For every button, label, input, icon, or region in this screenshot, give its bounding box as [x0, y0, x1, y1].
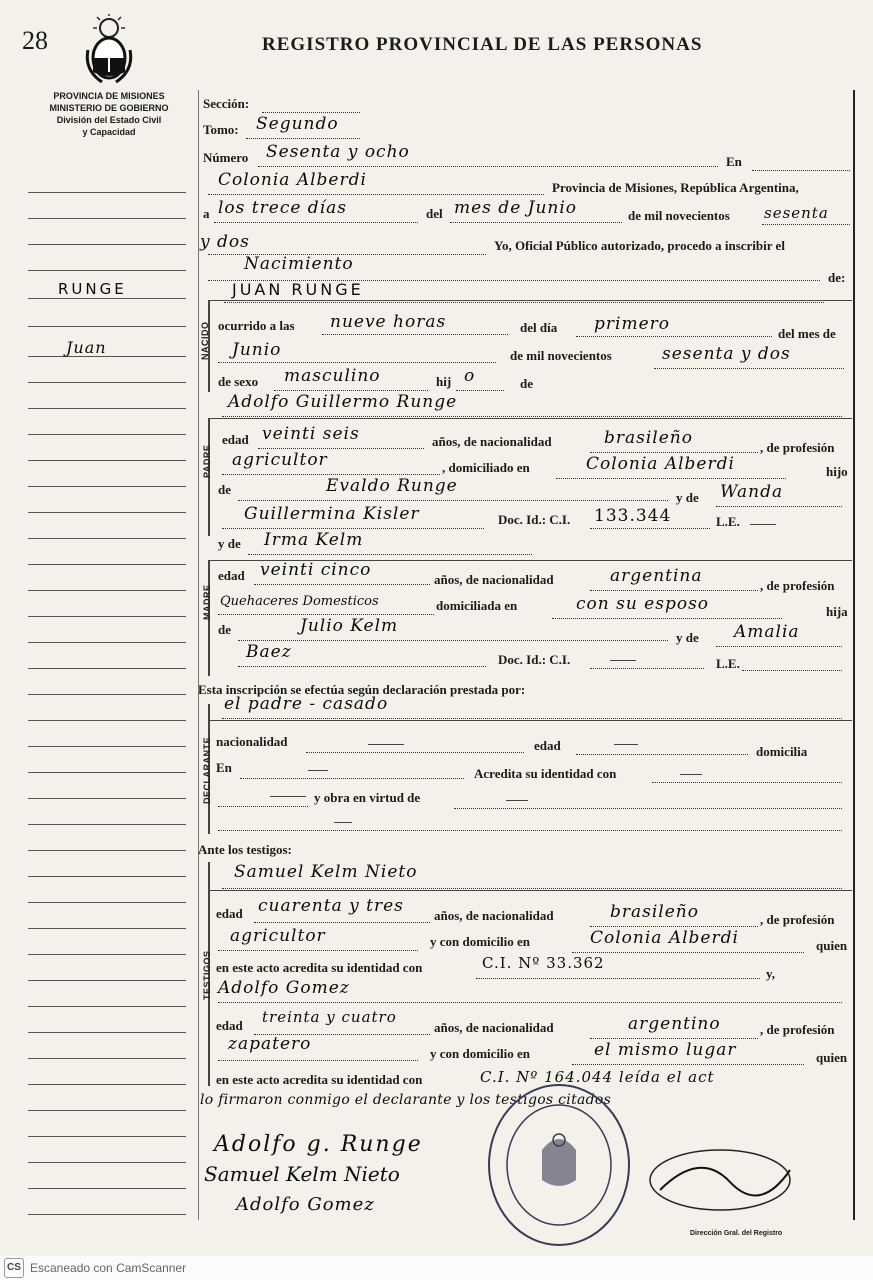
label-seccion: Sección:	[203, 96, 250, 111]
issuer-line3: División del Estado Civil	[56, 115, 162, 125]
label-inscripcion: Esta inscripción se efectúa según declaración prestada por:	[198, 682, 526, 697]
label-anos-padre: años, de nacionalidad	[432, 434, 552, 449]
value-acto: Nacimiento	[244, 254, 354, 274]
label-tomo: Tomo:	[203, 122, 239, 137]
value-cierre: lo firmaron conmigo el declarante y los testigos citados	[200, 1092, 612, 1108]
tab-padre: PADRE	[202, 444, 212, 478]
camscanner-logo-icon: CS	[4, 1258, 24, 1278]
value-abuelo: Evaldo Runge	[326, 476, 458, 496]
label-del: del	[426, 206, 443, 221]
label-edad-madre: edad	[218, 568, 245, 583]
page-number: 28	[22, 26, 48, 55]
value-madre-nac: argentina	[610, 566, 703, 586]
label-de-madre: de	[218, 622, 231, 637]
value-t2-ci: C.I. Nº 164.044 leída el act	[480, 1068, 715, 1086]
value-t1-dom: Colonia Alberdi	[590, 928, 739, 948]
value-hijo-suffix: o	[464, 366, 476, 386]
official-seal-icon	[484, 1080, 634, 1250]
value-abuela-m2: Baez	[246, 642, 292, 662]
value-abuela-m1: Amalia	[734, 622, 800, 642]
label-yo-oficial: Yo, Oficial Público autorizado, procedo a inscribir el	[494, 238, 785, 253]
label-edad-padre: edad	[222, 432, 249, 447]
label-ante-testigos: Ante los testigos:	[198, 842, 292, 857]
label-de-mil-2: de mil novecientos	[510, 348, 612, 363]
label-doc-madre: Doc. Id.: C.I.	[498, 652, 571, 667]
label-ocurrido: ocurrido a las	[218, 318, 295, 333]
label-hij: hij	[436, 374, 452, 389]
label-acto-t2: en este acto acredita su identidad con	[216, 1072, 423, 1087]
issuer-line1: PROVINCIA DE MISIONES	[53, 91, 165, 101]
value-padre-dom: Colonia Alberdi	[586, 454, 735, 474]
label-de-mil: de mil novecientos	[628, 208, 730, 223]
value-t1-nac: brasileño	[610, 902, 699, 922]
label-y-de-m: y de	[676, 630, 699, 645]
label-a: a	[203, 206, 210, 221]
value-anio2: y dos	[200, 232, 250, 252]
label-le-madre: L.E.	[716, 656, 740, 671]
value-mes-nac: Junio	[232, 340, 282, 360]
label-en: En	[726, 154, 742, 169]
tab-nacido: NACIDO	[200, 321, 210, 360]
value-madre-nombre: Irma Kelm	[264, 530, 364, 550]
label-prof-t2: , de profesión	[760, 1022, 835, 1037]
value-nombre: JUAN RUNGE	[232, 280, 364, 299]
value-declarante: el padre - casado	[224, 694, 389, 714]
label-dom-madre: domiciliada en	[436, 598, 518, 613]
issuer-block	[30, 90, 188, 138]
scanner-text: Escaneado con CamScanner	[30, 1261, 187, 1275]
value-padre-prof: agricultor	[232, 450, 328, 470]
value-numero: Sesenta y ocho	[266, 142, 410, 162]
signature-testigo2: Adolfo Gomez	[236, 1194, 375, 1215]
label-en-decl: En	[216, 760, 232, 775]
label-sexo: de sexo	[218, 374, 259, 389]
label-dom-t1: y con domicilio en	[430, 934, 531, 949]
label-del-mes: del mes de	[778, 326, 836, 341]
label-provincia: Provincia de Misiones, República Argentina,	[552, 180, 799, 195]
scanner-watermark	[0, 1256, 873, 1280]
label-de-colon: de:	[828, 270, 846, 285]
value-abuela-1: Wanda	[720, 482, 784, 502]
issuer-line4: y Capacidad	[82, 127, 136, 137]
coat-of-arms-icon	[82, 14, 136, 86]
right-border	[853, 90, 855, 1220]
value-t2-dom: el mismo lugar	[594, 1040, 737, 1060]
label-y-de: y de	[676, 490, 699, 505]
label-edad-t1: edad	[216, 906, 243, 921]
label-dom-padre: , domiciliado en	[442, 460, 530, 475]
value-anio1: sesenta	[764, 204, 829, 222]
value-t1-prof: agricultor	[230, 926, 326, 946]
value-tomo: Segundo	[256, 114, 339, 134]
value-lugar: Colonia Alberdi	[218, 170, 367, 190]
value-t1-ci: C.I. Nº 33.362	[482, 954, 605, 972]
label-y-comma: y,	[766, 966, 776, 981]
value-t2-nac: argentino	[628, 1014, 721, 1034]
label-obra-virtud: y obra en virtud de	[314, 790, 421, 805]
label-hijo: hijo	[826, 464, 848, 479]
tab-declarante: DECLARANTE	[202, 737, 212, 804]
label-acto-t1: en este acto acredita su identidad con	[216, 960, 423, 975]
signature-padre: Adolfo g. Runge	[214, 1132, 423, 1157]
footer-stamp: Dirección Gral. del Registro	[690, 1230, 783, 1237]
label-doc-padre: Doc. Id.: C.I.	[498, 512, 571, 527]
label-prof-madre: , de profesión	[760, 578, 835, 593]
official-signature-icon	[640, 1140, 800, 1220]
tab-madre: MADRE	[202, 584, 212, 620]
label-edad-t2: edad	[216, 1018, 243, 1033]
label-prof-t1: , de profesión	[760, 912, 835, 927]
value-padre-nombre: Adolfo Guillermo Runge	[228, 392, 458, 412]
label-edad-decl: edad	[534, 738, 561, 753]
tab-testigos: TESTIGOS	[202, 950, 212, 1000]
value-testigo1: Samuel Kelm Nieto	[234, 862, 418, 882]
value-hora: nueve horas	[330, 312, 447, 332]
signature-testigo1: Samuel Kelm Nieto	[204, 1162, 400, 1186]
value-t2-prof: zapatero	[228, 1034, 312, 1054]
page-title: REGISTRO PROVINCIAL DE LAS PERSONAS	[262, 34, 703, 55]
value-dia: los trece días	[218, 198, 347, 218]
issuer-line2: MINISTERIO DE GOBIERNO	[49, 103, 169, 113]
label-dom-t2: y con domicilio en	[430, 1046, 531, 1061]
value-t1-edad: cuarenta y tres	[258, 896, 404, 916]
value-t2-edad: treinta y cuatro	[262, 1008, 397, 1026]
label-quien-t1: quien	[816, 938, 848, 953]
value-mes: mes de Junio	[454, 198, 578, 218]
label-nacionalidad-decl: nacionalidad	[216, 734, 288, 749]
label-anos-t1: años, de nacionalidad	[434, 908, 554, 923]
label-anos-madre: años, de nacionalidad	[434, 572, 554, 587]
label-y-de-madre: y de	[218, 536, 241, 551]
label-quien-t2: quien	[816, 1050, 848, 1065]
label-numero: Número	[203, 150, 249, 165]
label-domicilia: domicilia	[756, 744, 808, 759]
value-testigo2: Adolfo Gomez	[218, 978, 350, 998]
label-le-padre: L.E.	[716, 514, 740, 529]
value-padre-ci: 133.344	[594, 506, 672, 526]
label-prof-padre: , de profesión	[760, 440, 835, 455]
value-padre-edad: veinti seis	[262, 424, 360, 444]
margin-surname: RUNGE	[58, 280, 127, 298]
label-de-padre: de	[218, 482, 231, 497]
value-dia-nac: primero	[594, 314, 670, 334]
value-abuela-2: Guillermina Kisler	[244, 504, 420, 524]
value-padre-nac: brasileño	[604, 428, 693, 448]
left-column-divider	[198, 90, 199, 1220]
margin-given-name: Juan	[66, 338, 107, 357]
value-sexo: masculino	[284, 366, 381, 386]
label-acredita: Acredita su identidad con	[474, 766, 617, 781]
value-abuelo-m: Julio Kelm	[300, 616, 399, 636]
label-anos-t2: años, de nacionalidad	[434, 1020, 554, 1035]
label-de-1: de	[520, 376, 533, 391]
value-anio-nac: sesenta y dos	[662, 344, 791, 364]
value-madre-edad: veinti cinco	[260, 560, 372, 580]
value-madre-dom: con su esposo	[576, 594, 710, 614]
value-madre-prof: Quehaceres Domesticos	[220, 594, 379, 609]
label-del-dia: del día	[520, 320, 558, 335]
label-hija: hija	[826, 604, 848, 619]
